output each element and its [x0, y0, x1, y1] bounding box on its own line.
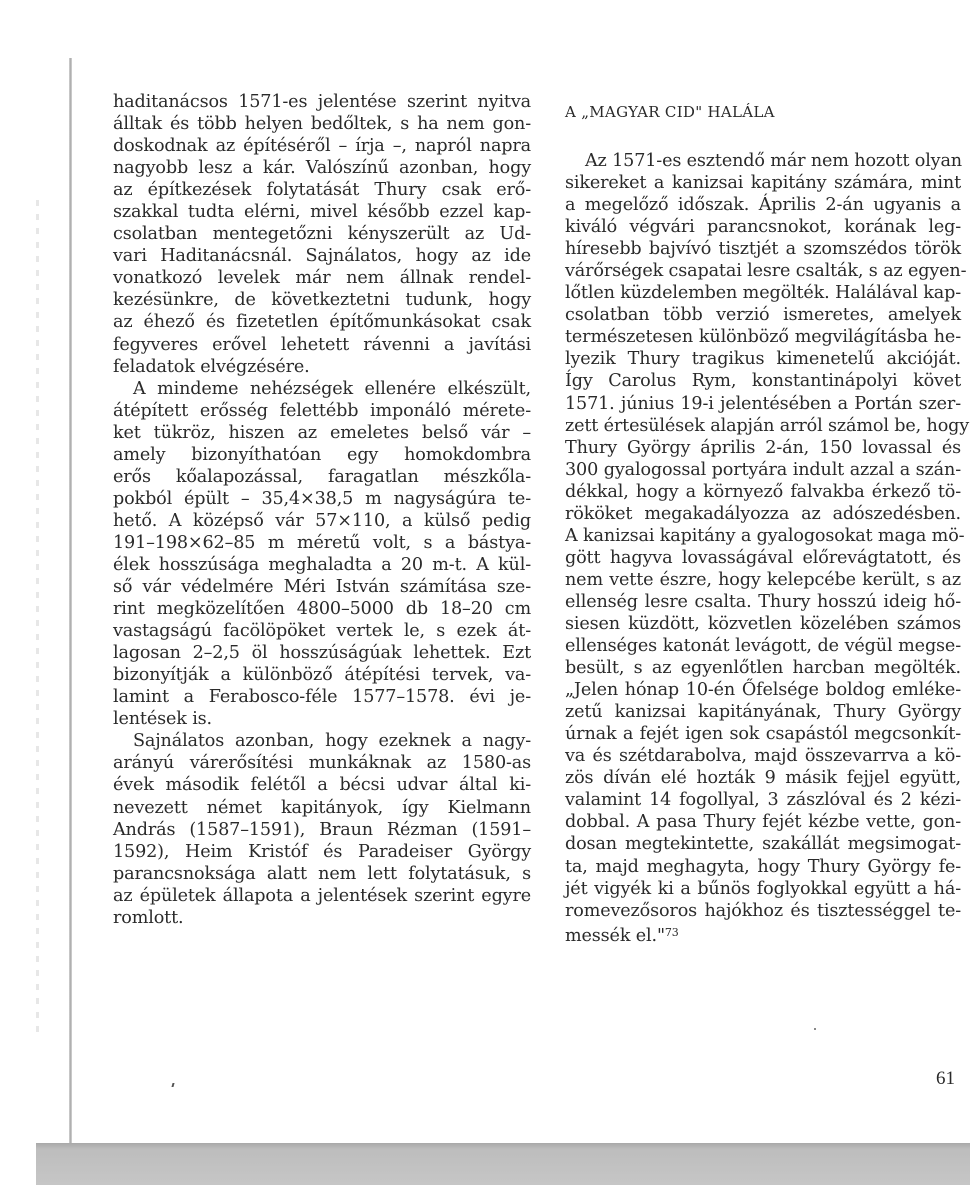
text-line: átépített erősség felettébb imponáló mérete- — [113, 400, 531, 421]
text-line: haditanácsos 1571-es jelentése szerint nyitva — [113, 92, 531, 112]
text-line: bizonyítják a különböző átépítési tervek, va- — [113, 665, 531, 686]
left-text-column — [113, 91, 531, 929]
scan-shadow-mark — [36, 200, 39, 1040]
text-line: évek második felétől a bécsi udvar által ki- — [113, 775, 531, 796]
text-line: álltak és több helyen bedőltek, s ha nem gon- — [113, 114, 531, 135]
text-line: romlott. — [113, 907, 184, 928]
text-line: hető. A középső vár 57×110, a külső pedig — [113, 510, 531, 531]
text-line: feladatok elvégzésére. — [113, 356, 310, 377]
text-line: élek hosszúsága meghaladta a 20 m-t. A kül- — [113, 554, 531, 575]
text-line: erős kőalapozással, faragatlan mészkőla- — [113, 466, 531, 487]
text-line: csolatban mentegetőzni kényszerült az Ud- — [113, 224, 531, 245]
text-line: vari Haditanácsnál. Sajnálatos, hogy az ide — [113, 246, 531, 267]
text-line: vonatkozó levelek már nem állnak rendel- — [113, 268, 531, 289]
text-line: arányú várerősítési munkáknak az 1580-as — [113, 753, 531, 774]
text-line: az éhező és fizetetlen építőmunkásokat csak — [113, 312, 531, 333]
text-line: a megelőző időszak. Április 2-án ugyanis a — [565, 195, 961, 216]
text-line: parancsnoksága alatt nem lett folytatásuk, s — [113, 863, 531, 884]
text-line: besült, s az egyenlőtlen harcban megölték. — [565, 658, 961, 679]
text-line: Így Carolus Rym, konstantinápolyi követ — [565, 371, 961, 392]
text-line: dosan megtekintette, szakállát megsimogat- — [565, 834, 961, 855]
text-line: kezésünkre, de következtetni tudunk, hogy — [113, 290, 531, 311]
text-line: nevezett német kapitányok, így Kielmann — [113, 797, 531, 818]
text-line: az épületek állapota a jelentések szerint egyre — [113, 885, 531, 906]
text-line: híresebb bajvívó tisztjét a szomszédos török — [565, 239, 961, 260]
page-binding-edge — [69, 58, 72, 1143]
text-line: A kanizsai kapitány a gyalogosokat maga mö- — [565, 525, 965, 546]
paragraph-start-line: Sajnálatos azonban, hogy ezeknek a nagy- — [133, 731, 531, 752]
text-line: zös díván elé hozták 9 másik fejjel együtt, — [565, 768, 961, 789]
text-line: pokból épült – 35,4×38,5 m nagyságúra te- — [113, 488, 531, 509]
text-line: zetű kanizsai kapitányának, Thury György — [565, 702, 961, 723]
text-line: sikereket a kanizsai kapitány számára, mint — [565, 173, 961, 194]
text-line: 1592), Heim Kristóf és Paradeiser György — [113, 841, 531, 862]
text-line: lyezik Thury tragikus kimenetelű akcióját. — [565, 349, 961, 370]
text-line: ellenség lesre csalta. Thury hosszú ideig hő- — [565, 591, 961, 612]
text-line: kiváló végvári parancsnokot, korának leg- — [565, 217, 961, 238]
text-line: nagyobb lesz a kár. Valószínű azonban, hogy — [113, 158, 531, 179]
text-line: 300 gyalogossal portyára indult azzal a szán- — [565, 459, 961, 480]
text-line: dékkal, hogy a környező falvakba érkező tö- — [565, 481, 961, 502]
text-line: lamint a Ferabosco-féle 1577–1578. évi je- — [113, 687, 531, 708]
text-line: természetesen különböző megvilágításba he- — [565, 327, 961, 348]
text-line: ellenséges katonát levágott, de végül megse- — [565, 636, 961, 657]
text-line: messék el." — [565, 925, 665, 946]
text-line: va és szétdarabolva, majd összevarrva a kö- — [565, 746, 961, 767]
scan-speck — [171, 1083, 174, 1087]
text-line: Thury György április 2-án, 150 lovassal és — [565, 437, 961, 458]
text-line: gött hagyva lovasságával előrevágtatott, és — [565, 547, 961, 568]
text-line: ta, majd meghagyta, hogy Thury György fe- — [565, 856, 961, 877]
right-text-column — [565, 150, 970, 946]
closing-quote-line — [565, 922, 961, 944]
text-line: ket tükröz, hiszen az emeletes belső vár – — [113, 422, 531, 443]
paragraph-start-line: A mindeme nehézségek ellenére elkészült, — [133, 378, 531, 399]
text-line: valamint 14 fogollyal, 3 zászlóval és 2 kézi- — [565, 790, 961, 811]
text-line: amely bizonyíthatóan egy homokdombra — [113, 444, 531, 465]
text-line: lentések is. — [113, 709, 212, 730]
text-line: romevezősoros hajókhoz és tisztességgel te- — [565, 900, 961, 921]
text-line: rököket megakadályozza az adószedésben. — [565, 503, 961, 524]
text-line: jét vigyék ki a bűnös foglyokkal együtt a há- — [565, 878, 961, 899]
text-line: szakkal tudta elérni, mivel később ezzel kap- — [113, 202, 531, 223]
paragraph-start-line: Az 1571-es esztendő már nem hozott olyan — [585, 151, 962, 171]
text-line: fegyveres erővel lehetett rávenni a javítási — [113, 334, 531, 355]
text-line: dobbal. A pasa Thury fejét kézbe vette, gon- — [565, 812, 961, 833]
scan-speck — [814, 1028, 816, 1030]
text-line: ső vár védelmére Méri István számítása sze- — [113, 577, 531, 598]
text-line: lőtlen küzdelemben megölték. Halálával kap- — [565, 283, 962, 304]
text-line: doskodnak az építéséről – írja –, napról napra — [113, 136, 531, 157]
text-line: csolatban több verzió ismeretes, amelyek — [565, 305, 961, 326]
text-line: az építkezések folytatását Thury csak erő- — [113, 180, 531, 201]
page-number: 61 — [936, 1068, 955, 1089]
text-line: András (1587–1591), Braun Rézman (1591– — [113, 819, 531, 840]
text-line: lagosan 2–2,5 öl hosszúságúak lehettek. Ezt — [113, 643, 531, 664]
footnote-reference[interactable]: 73 — [664, 925, 679, 939]
text-line: vastagságú facölöpöket vertek le, s ezek át- — [113, 621, 531, 642]
text-line: rint megközelítően 4800–5000 db 18–20 cm — [113, 599, 531, 620]
scan-bottom-shadow — [36, 1143, 970, 1185]
text-line: nem vette észre, hogy kelepcébe került, s az — [565, 569, 961, 590]
text-line: várőrségek csapatai lesre csalták, s az egyen- — [565, 261, 967, 282]
text-line: úrnak a fejét igen sok csapástól megcsonkít- — [565, 724, 961, 745]
text-line: 191–198×62–85 m méretű volt, s a bástya- — [113, 532, 531, 553]
text-line: „Jelen hónap 10-én Őfelsége boldog emléke- — [565, 680, 961, 701]
text-line: zett értesülések alapján arról számol be, hogy — [565, 415, 970, 436]
text-line: siesen küzdött, közvetlen közelében számos — [565, 613, 961, 634]
text-line: 1571. június 19-i jelentésében a Portán szer- — [565, 393, 961, 414]
section-heading: A „MAGYAR CID" HALÁLA — [565, 103, 775, 121]
